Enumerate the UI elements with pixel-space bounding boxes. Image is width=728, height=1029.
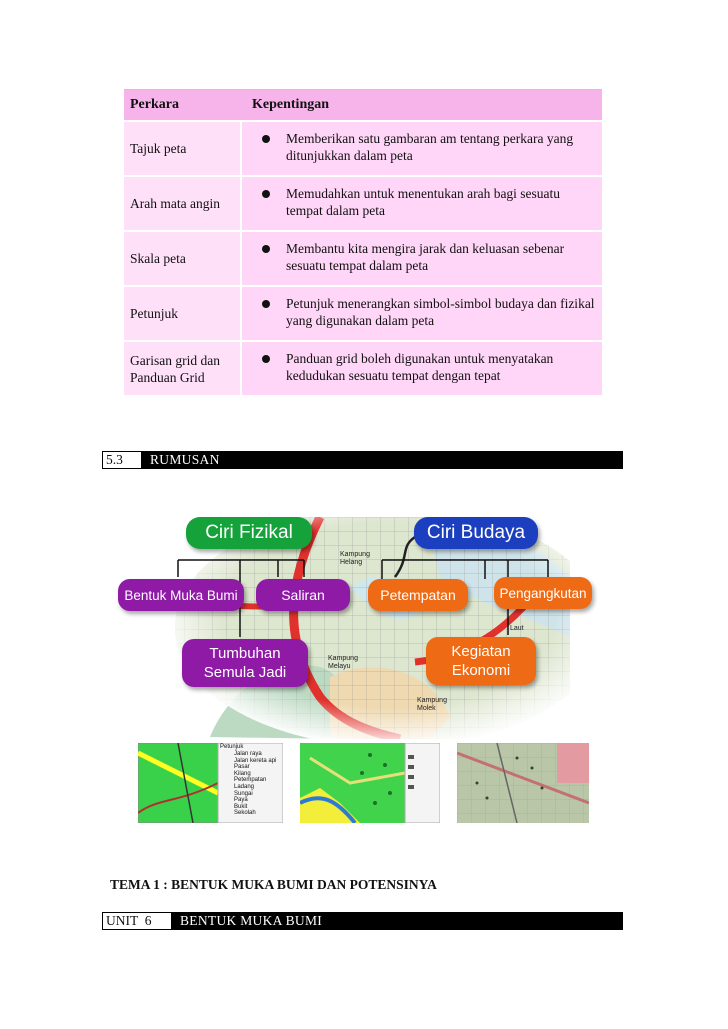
kegiatan-line2: Ekonomi (451, 662, 511, 679)
bentuk-muka-bumi-pill: Bentuk Muka Bumi (118, 579, 244, 611)
legend-item: Petempatan (234, 777, 267, 784)
ciri-budaya-label: Ciri Budaya (414, 517, 538, 549)
map-label-laut: Laut (510, 625, 524, 632)
table-row (124, 120, 602, 175)
row-item: Tajuk peta (124, 122, 242, 175)
table-row (124, 340, 602, 395)
table-row (124, 175, 602, 230)
legend-item: Kilang (234, 770, 251, 777)
legend-item: Sungai (234, 790, 253, 797)
table-row (124, 285, 602, 340)
row-desc: Membantu kita mengira jarak dan keluasan sebenar sesuatu tempat dalam peta (286, 241, 565, 273)
legend-item: Paya (234, 797, 248, 804)
table-row (124, 230, 602, 285)
legend-item: Bukit (234, 803, 248, 810)
legend-list (234, 751, 276, 817)
legend-item: Pasar (234, 764, 250, 771)
legend-item: Ladang (234, 783, 255, 790)
section-bar-unit (102, 912, 623, 930)
connector-lines (170, 517, 570, 739)
unit-title: BENTUK MUKA BUMI (180, 913, 323, 928)
row-desc: Memberikan satu gambaran am tentang perkara yang ditunjukkan dalam peta (286, 131, 574, 163)
row-item: Garisan grid dan Panduan Grid (124, 342, 242, 395)
bullet-icon (262, 300, 270, 308)
map-label-kampung-molek: Kampung Molek (417, 697, 447, 712)
header-perkara: Perkara (130, 97, 179, 112)
row-item: Arah mata angin (124, 177, 242, 230)
bullet-icon (262, 245, 270, 253)
saliran-label: Saliran (256, 579, 350, 611)
section-title: RUMUSAN (150, 452, 220, 467)
map-thumbnail-legend (138, 743, 283, 823)
kegiatan-line1: Kegiatan (451, 643, 511, 660)
row-desc: Petunjuk menerangkan simbol-simbol budaya dan fizikal yang digunakan dalam peta (286, 296, 595, 328)
unit-number: UNIT 6 (103, 913, 171, 929)
map-label-kampung-melayu: Kampung Melayu (328, 655, 358, 670)
row-item: Skala peta (124, 232, 242, 285)
legend-title: Petunjuk (220, 744, 244, 750)
tumbuhan-line1: Tumbuhan (209, 645, 281, 662)
bullet-icon (262, 190, 270, 198)
row-desc: Memudahkan untuk menentukan arah bagi sesuatu tempat dalam peta (286, 186, 561, 218)
tumbuhan-semula-jadi-label (182, 639, 308, 687)
map-label-kampung-helang: Kampung Helang (340, 551, 370, 566)
summary-diagram (170, 517, 570, 739)
header-kepentingan: Kepentingan (252, 97, 330, 112)
map-thumbnail-3 (457, 743, 589, 823)
pengangkutan-pill: Pengangkutan (494, 577, 592, 609)
section-number: 5.3 (103, 452, 141, 468)
bullet-icon (262, 135, 270, 143)
ciri-fizikal-label: Ciri Fizikal (186, 517, 312, 549)
legend-item: Jalan raya (234, 751, 262, 757)
legend-item: Jalan kereta api (234, 757, 277, 764)
petempatan-label: Petempatan (368, 579, 468, 611)
section-bar-rumusan (102, 451, 623, 469)
kegiatan-ekonomi-label (426, 637, 536, 685)
tumbuhan-line2: Semula Jadi (203, 664, 287, 681)
importance-table (124, 89, 602, 395)
map-thumbnail-2 (300, 743, 440, 823)
table-header (124, 89, 602, 120)
tema-heading: TEMA 1 : BENTUK MUKA BUMI DAN POTENSINYA (110, 877, 437, 892)
legend-item: Sekolah (234, 810, 256, 817)
bullet-icon (262, 355, 270, 363)
row-item: Petunjuk (124, 287, 242, 340)
row-desc: Panduan grid boleh digunakan untuk menyatakan kedudukan sesuatu tempat dengan tepat (286, 351, 554, 383)
